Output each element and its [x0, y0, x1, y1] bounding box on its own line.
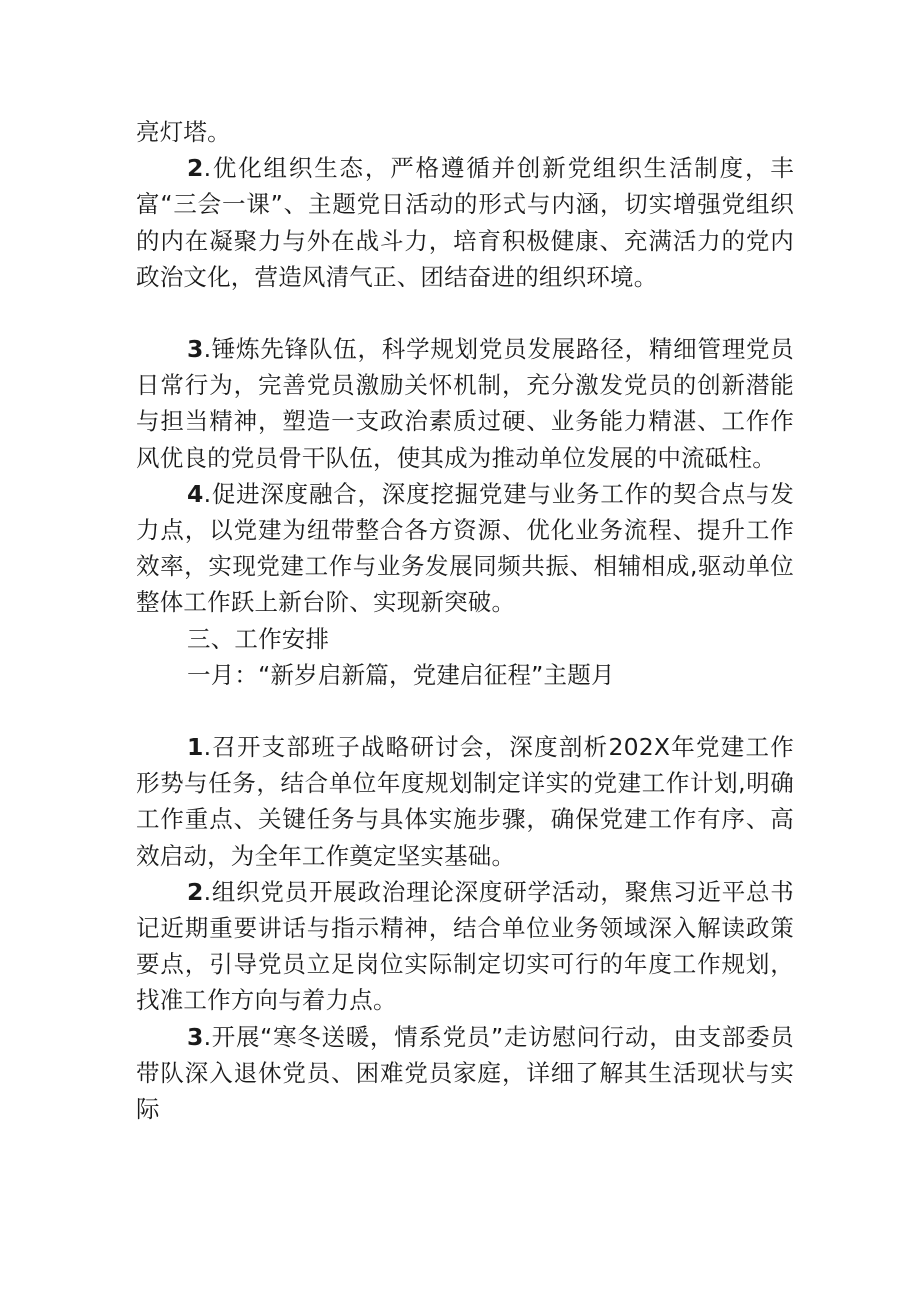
paragraph-item-4-deep-integration — [136, 476, 794, 621]
paragraph-text: .优化组织生态，严格遵循并创新党组织生活制度，丰富“三会一课”、主题党日活动的形式与内涵，切实增强党组织的内在凝聚力与外在战斗力，培育积极健康、充满活力的党内政治文化，营造风清气正、团结奋进的组织环境。 — [136, 154, 794, 291]
paragraph-text: .开展“寒冬送暖，情系党员”走访慰问行动，由支部委员带队深入退休党员、困难党员家庭，详细了解其生活现状与实际 — [136, 1022, 794, 1124]
item-number: 3 — [187, 335, 204, 364]
item-number: 4 — [187, 479, 204, 508]
paragraph-item-2-optimize-org — [136, 150, 794, 295]
paragraph-text: .促进深度融合，深度挖掘党建与业务工作的契合点与发力点，以党建为纽带整合各方资源、优化业务流程、提升工作效率，实现党建工作与业务发展同频共振、相辅相成,驱动单位整体工作跃上新台阶、实现新突破。 — [136, 479, 794, 617]
section-heading-work-arrangement — [136, 621, 794, 657]
paragraph-jan-item-1 — [136, 729, 794, 874]
item-number: 2 — [187, 154, 204, 183]
heading-text: 三、工作安排 — [187, 624, 330, 653]
subheading-text: 一月：“新岁启新篇，党建启征程”主题月 — [187, 660, 615, 689]
paragraph-text: .召开支部班子战略研讨会，深度剖析202X年党建工作形势与任务，结合单位年度规划制定详实的党建工作计划,明确工作重点、关键任务与具体实施步骤，确保党建工作有序、高效启动，为全年工作奠定坚实基础。 — [136, 733, 794, 870]
subheading-january-theme — [136, 657, 794, 693]
paragraph-continuation — [136, 114, 794, 150]
item-number: 1 — [187, 733, 204, 762]
paragraph-text: .锤炼先锋队伍，科学规划党员发展路径，精细管理党员日常行为，完善党员激励关怀机制，充分激发党员的创新潜能与担当精神，塑造一支政治素质过硬、业务能力精湛、工作作风优良的党员骨干队伍，使其成为推动单位发展的中流砥柱。 — [136, 335, 794, 472]
paragraph-jan-item-2 — [136, 874, 794, 1019]
paragraph-jan-item-3 — [136, 1019, 794, 1128]
paragraph-item-3-vanguard-team — [136, 331, 794, 476]
item-number: 3 — [187, 1022, 204, 1051]
item-number: 2 — [187, 877, 204, 906]
paragraph-text: 亮灯塔。 — [136, 118, 231, 146]
paragraph-text: .组织党员开展政治理论深度研学活动，聚焦习近平总书记近期重要讲话与指示精神，结合单位业务领域深入解读政策要点，引导党员立足岗位实际制定切实可行的年度工作规划，找准工作方向与着力点。 — [136, 877, 794, 1015]
